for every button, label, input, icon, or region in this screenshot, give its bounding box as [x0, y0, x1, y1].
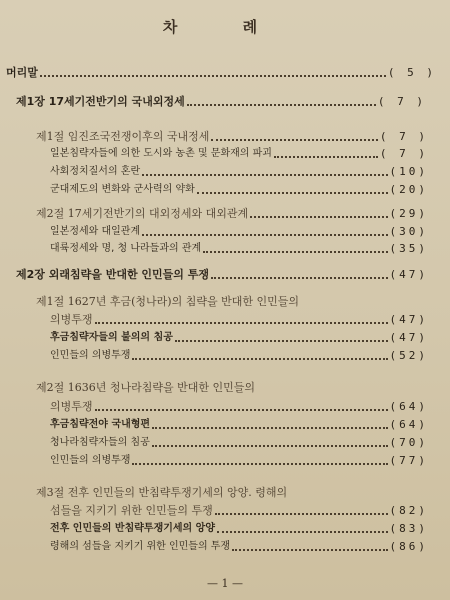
- toc-entry-page: ( 7 ): [379, 130, 428, 143]
- toc-entry-label: 대륙정세와 명, 청 나라들과의 관계: [50, 243, 202, 254]
- toc-entry-page: (70): [389, 436, 428, 449]
- toc-entry-page: (82): [389, 504, 428, 517]
- toc-entry-label: 인민들의 의병투쟁: [50, 350, 131, 361]
- toc-entry-label: 섬들을 지키기 위한 인민들의 투쟁: [50, 504, 213, 517]
- toc-entry: [0, 522, 450, 536]
- toc-entry: [0, 66, 450, 80]
- leader-dots: [175, 340, 388, 342]
- toc-entry-page: (20): [389, 183, 428, 196]
- toc-entry: [0, 381, 450, 395]
- toc-entry-page: (29): [389, 207, 428, 220]
- toc-entry-page: (47): [389, 331, 428, 344]
- page-number: — 1 —: [207, 577, 243, 590]
- toc-entry-label: 제2절 1636년 청나라침략을 반대한 인민들의: [36, 381, 255, 394]
- toc-entry: [0, 349, 450, 363]
- toc-entry: [0, 95, 450, 109]
- toc-entry-page: ( 7 ): [379, 147, 428, 160]
- toc-entry-label: 령해의 섬들을 지키기 위한 인민들의 투쟁: [50, 541, 231, 552]
- toc-entry: [0, 540, 450, 554]
- toc-entry: [0, 130, 450, 144]
- leader-dots: [232, 549, 387, 551]
- leader-dots: [250, 216, 387, 218]
- toc-entry: [0, 436, 450, 450]
- toc-entry-label: 제1장 17세기전반기의 국내외정세: [16, 95, 185, 108]
- toc-entry-page: (30): [389, 225, 428, 238]
- toc-entry: [0, 486, 450, 500]
- leader-dots: [152, 427, 387, 429]
- toc-entry: [0, 165, 450, 179]
- toc-entry-page: (35): [389, 242, 428, 255]
- leader-dots: [142, 174, 387, 176]
- toc-entry-page: (47): [389, 313, 428, 326]
- toc-entry: [0, 268, 450, 282]
- toc-entry: [0, 225, 450, 239]
- toc-entry-page: (64): [389, 418, 428, 431]
- toc-entry-page: (52): [389, 349, 428, 362]
- toc-entry-page: ( 5 ): [387, 66, 436, 79]
- leader-dots: [211, 277, 388, 279]
- toc-entry-label: 군대제도의 변화와 군사력의 약화: [50, 184, 195, 195]
- toc-entry-label: 제2절 17세기전반기의 대외정세와 대외관계: [36, 207, 249, 220]
- leader-dots: [274, 156, 378, 158]
- toc-entry: [0, 504, 450, 518]
- leader-dots: [142, 234, 387, 236]
- leader-dots: [203, 251, 387, 253]
- toc-entry: [0, 207, 450, 221]
- toc-entry-page: ( 7 ): [377, 95, 426, 108]
- toc-entry-page: (47): [389, 268, 428, 281]
- leader-dots: [152, 445, 388, 447]
- toc-entry: [0, 147, 450, 161]
- toc-entry: [0, 400, 450, 414]
- leader-dots: [187, 104, 376, 106]
- toc-entry-page: (77): [389, 454, 428, 467]
- toc-entry-label: 의병투쟁: [50, 400, 93, 413]
- toc-entry: [0, 313, 450, 327]
- toc-entry-label: 일본정세와 대일관계: [50, 226, 141, 237]
- toc-entry: [0, 418, 450, 432]
- leader-dots: [197, 192, 388, 194]
- toc-entry-label: 제1절 임진조국전쟁이후의 국내정세: [36, 130, 210, 143]
- toc-entry: [0, 242, 450, 256]
- toc-entry-label: 후금침략자들의 불의의 침공: [50, 332, 173, 343]
- leader-dots: [95, 409, 388, 411]
- toc-entry-page: (10): [389, 165, 428, 178]
- toc-entry: [0, 295, 450, 309]
- toc-entry-label: 일본침략자들에 의한 도시와 농촌 및 문화재의 파괴: [50, 148, 272, 159]
- toc-entry: [0, 454, 450, 468]
- toc-entry-label: 제2장 외래침략을 반대한 인민들의 투쟁: [16, 268, 209, 281]
- leader-dots: [95, 322, 388, 324]
- leader-dots: [211, 139, 377, 141]
- leader-dots: [40, 75, 386, 77]
- leader-dots: [217, 531, 387, 533]
- toc-entry-label: 의병투쟁: [50, 313, 93, 326]
- toc-entry-label: 제1절 1627년 후금(청나라)의 침략을 반대한 인민들의: [36, 295, 299, 308]
- toc-entry-label: 청나라침략자들의 침공: [50, 437, 150, 448]
- toc-entry-label: 후금침략전야 국내형편: [50, 419, 151, 430]
- toc-entry-page: (86): [389, 540, 428, 553]
- toc-title: 차 례: [162, 18, 288, 36]
- toc-entry-label: 전후 인민들의 반침략투쟁기세의 앙양: [50, 523, 216, 534]
- leader-dots: [132, 358, 387, 360]
- toc-entry-label: 인민들의 의병투쟁: [50, 455, 131, 466]
- toc-entry: [0, 331, 450, 345]
- toc-entry-page: (83): [389, 522, 428, 535]
- toc-entry-label: 제3절 전후 인민들의 반침략투쟁기세의 앙양. 령해의: [36, 486, 288, 499]
- toc-entry-page: (64): [389, 400, 428, 413]
- toc-entry: [0, 183, 450, 197]
- toc-entry-label: 사회정치질서의 혼란: [50, 166, 141, 177]
- toc-entry-label: 머리말: [6, 66, 38, 79]
- leader-dots: [215, 513, 388, 515]
- leader-dots: [132, 463, 387, 465]
